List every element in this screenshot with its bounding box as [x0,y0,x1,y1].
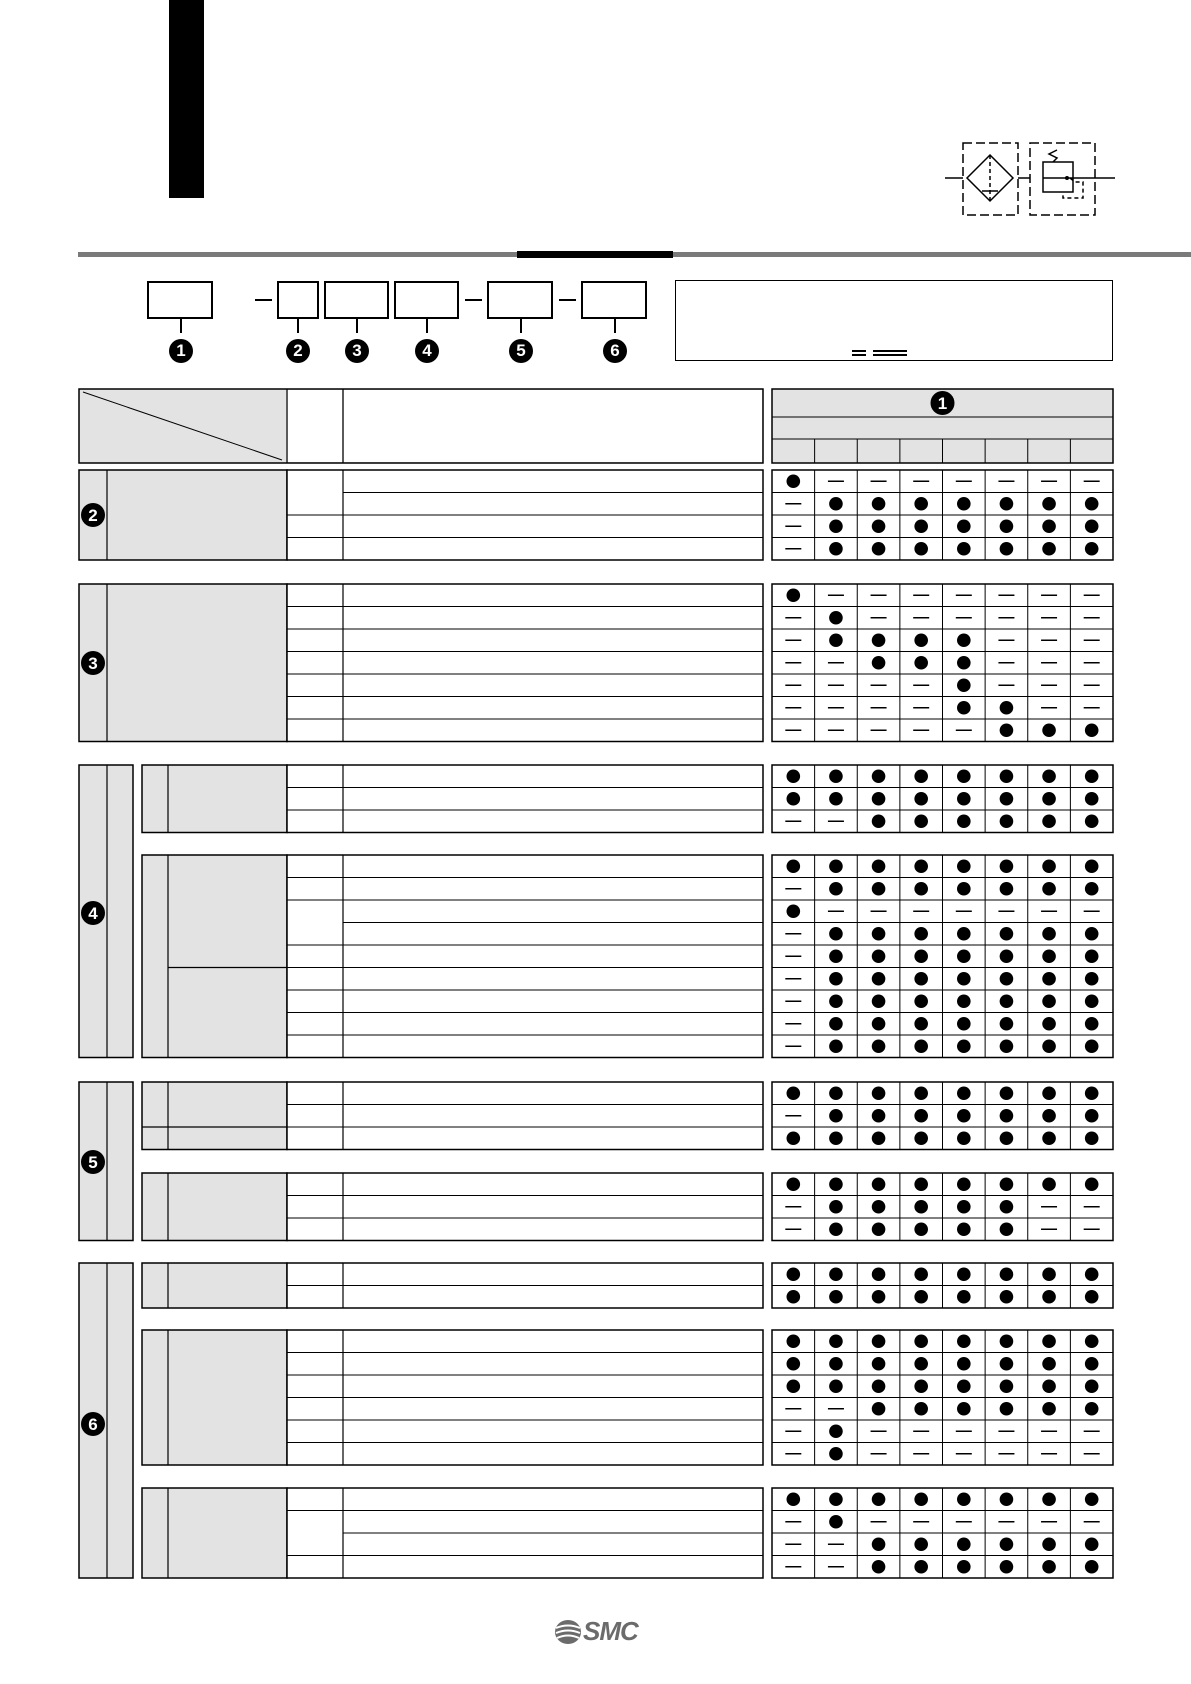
available-dot [1000,994,1014,1008]
available-dot [1042,859,1056,873]
available-dot [1042,519,1056,533]
available-dot [829,1086,843,1100]
available-dot [787,1357,801,1371]
available-dot [957,519,971,533]
code-badge-5: 5 [509,339,533,363]
available-dot [1085,927,1099,941]
available-dot [914,1537,928,1551]
available-dot [914,1357,928,1371]
available-dot [957,1109,971,1123]
available-dot [1042,1537,1056,1551]
available-dot [829,1515,843,1529]
available-dot [914,519,928,533]
available-dot [1000,859,1014,873]
available-dot [1042,1131,1056,1145]
available-dot [914,1177,928,1191]
available-dot [1042,1334,1056,1348]
available-dot [829,1424,843,1438]
available-dot [829,1447,843,1461]
available-dot [829,1290,843,1304]
available-dot [872,769,886,783]
available-dot [914,1492,928,1506]
available-dot [1085,1290,1099,1304]
available-dot [1042,882,1056,896]
available-dot [957,497,971,511]
available-dot [787,1177,801,1191]
available-dot [1000,1357,1014,1371]
available-dot [1085,994,1099,1008]
available-dot [1000,882,1014,896]
available-dot [872,1290,886,1304]
available-dot [829,1039,843,1053]
available-dot [872,882,886,896]
available-dot [1000,1402,1014,1416]
available-dot [957,678,971,692]
available-dot [957,1560,971,1574]
available-dot [1000,814,1014,828]
available-dot [1000,1267,1014,1281]
available-dot [872,1334,886,1348]
available-dot [957,1017,971,1031]
block-label-cell [142,1488,287,1578]
smc-logo-text: SMC [583,1616,638,1646]
available-dot [957,949,971,963]
available-dot [1042,1402,1056,1416]
available-dot [829,1109,843,1123]
available-dot [957,859,971,873]
available-dot [957,814,971,828]
available-dot [1000,701,1014,715]
available-dot [914,927,928,941]
available-dot [872,1560,886,1574]
smc-logo [553,1612,643,1652]
available-dot [1000,519,1014,533]
available-dot [1085,792,1099,806]
available-dot [1085,1131,1099,1145]
available-dot [872,814,886,828]
available-dot [1085,1402,1099,1416]
available-dot [1042,769,1056,783]
available-dot [1000,1222,1014,1236]
available-dot [872,1267,886,1281]
available-dot [1000,1131,1014,1145]
available-dot [914,1086,928,1100]
available-dot [1042,949,1056,963]
available-dot [872,656,886,670]
available-dot [957,1177,971,1191]
available-dot [914,949,928,963]
available-dot [1042,1267,1056,1281]
available-dot [957,972,971,986]
available-dot [872,519,886,533]
available-dot [1000,927,1014,941]
available-dot [1000,1039,1014,1053]
block-desc-cell [287,765,763,833]
available-dot [1085,769,1099,783]
available-dot [787,1267,801,1281]
available-dot [829,1492,843,1506]
available-dot [957,1334,971,1348]
available-dot [914,1290,928,1304]
available-dot [787,904,801,918]
group-badge: 5 [88,1153,98,1172]
available-dot [1000,1086,1014,1100]
available-dot [914,1334,928,1348]
available-dot [829,792,843,806]
available-dot [787,769,801,783]
available-dot [1085,1357,1099,1371]
available-dot [957,1222,971,1236]
block-label-cell [142,1082,287,1150]
available-dot [957,1290,971,1304]
available-dot [829,882,843,896]
available-dot [872,792,886,806]
block-desc-cell [287,855,763,1058]
available-dot [957,792,971,806]
available-dot [829,859,843,873]
available-dot [1000,1560,1014,1574]
available-dot [829,1334,843,1348]
group-badge: 6 [88,1415,98,1434]
available-dot [872,1109,886,1123]
available-dot [1000,792,1014,806]
available-dot [1042,723,1056,737]
available-dot [914,656,928,670]
available-dot [872,1086,886,1100]
available-dot [829,927,843,941]
available-dot [872,859,886,873]
available-dot [1000,1017,1014,1031]
block-label-cell [142,855,287,1058]
header-badge-1: 1 [937,394,948,413]
available-dot [1000,723,1014,737]
available-dot [1085,723,1099,737]
available-dot [1085,1267,1099,1281]
available-dot [914,633,928,647]
available-dot [1042,1560,1056,1574]
available-dot [787,1334,801,1348]
block-label-cell [142,1330,287,1465]
available-dot [914,1402,928,1416]
available-dot [1085,1039,1099,1053]
block-label-cell [142,1263,287,1308]
available-dot [914,792,928,806]
available-dot [787,859,801,873]
available-dot [829,611,843,625]
group-label-cell [79,584,287,742]
available-dot [1000,1537,1014,1551]
available-dot [787,1290,801,1304]
code-badge-2: 2 [286,339,310,363]
available-dot [829,542,843,556]
available-dot [914,1109,928,1123]
available-dot [872,1379,886,1393]
code-badge-6: 6 [603,339,627,363]
code-badge-3: 3 [345,339,369,363]
available-dot [1042,497,1056,511]
available-dot [1042,1290,1056,1304]
available-dot [1000,1334,1014,1348]
available-dot [872,633,886,647]
block-label-cell [142,765,287,833]
available-dot [872,1402,886,1416]
available-dot [1000,1290,1014,1304]
group-badge: 3 [88,654,98,673]
available-dot [829,1357,843,1371]
available-dot [1042,1357,1056,1371]
available-dot [1042,1109,1056,1123]
available-dot [872,1537,886,1551]
available-dot [872,927,886,941]
available-dot [1085,1560,1099,1574]
available-dot [1042,994,1056,1008]
available-dot [872,1222,886,1236]
available-dot [872,994,886,1008]
header-blank-cell [344,390,762,462]
available-dot [829,1200,843,1214]
available-dot [787,474,801,488]
available-dot [829,1131,843,1145]
available-dot [1085,882,1099,896]
available-dot [957,656,971,670]
available-dot [1042,1017,1056,1031]
available-dot [1085,1379,1099,1393]
available-dot [872,949,886,963]
header-blank-cell [288,390,342,462]
available-dot [1085,1177,1099,1191]
smc-logo-mark-icon [553,1617,583,1647]
available-dot [787,588,801,602]
available-dot [1085,519,1099,533]
group-badge: 2 [88,506,98,525]
available-dot [1085,1537,1099,1551]
block-desc-cell [287,1173,763,1241]
available-dot [872,1177,886,1191]
available-dot [872,1492,886,1506]
available-dot [787,1131,801,1145]
available-dot [1042,1492,1056,1506]
available-dot [957,1537,971,1551]
available-dot [957,1379,971,1393]
available-dot [914,972,928,986]
available-dot [829,1222,843,1236]
available-dot [914,769,928,783]
available-dot [787,1492,801,1506]
available-dot [829,1379,843,1393]
available-dot [872,1039,886,1053]
available-dot [1085,949,1099,963]
available-dot [914,1131,928,1145]
available-dot [957,1402,971,1416]
available-dot [914,1267,928,1281]
available-dot [914,1379,928,1393]
available-dot [1085,497,1099,511]
available-dot [1000,1109,1014,1123]
available-dot [1085,859,1099,873]
available-dot [914,542,928,556]
available-dot [1000,1379,1014,1393]
available-dot [1085,1492,1099,1506]
available-dot [914,1222,928,1236]
available-dot [787,1379,801,1393]
available-dot [957,1357,971,1371]
available-dot [1085,1086,1099,1100]
available-dot [957,1086,971,1100]
available-dot [872,1357,886,1371]
available-dot [829,949,843,963]
available-dot [787,1086,801,1100]
available-dot [914,859,928,873]
available-dot [872,1131,886,1145]
block-desc-cell [287,1082,763,1150]
available-dot [914,497,928,511]
available-dot [1085,972,1099,986]
group-label-cell [79,470,287,560]
available-dot [1000,769,1014,783]
available-dot [872,542,886,556]
available-dot [829,1177,843,1191]
available-dot [787,792,801,806]
available-dot [1085,1109,1099,1123]
available-dot [872,497,886,511]
available-dot [957,769,971,783]
available-dot [829,519,843,533]
available-dot [829,497,843,511]
available-dot [914,1560,928,1574]
available-dot [914,994,928,1008]
available-dot [1085,1334,1099,1348]
available-dot [914,1039,928,1053]
available-dot [957,633,971,647]
available-dot [1085,542,1099,556]
available-dot [957,927,971,941]
available-dot [829,1017,843,1031]
available-dot [1000,949,1014,963]
block-label-cell [142,1173,287,1241]
block-desc-cell [287,584,763,742]
available-dot [1042,814,1056,828]
available-dot [957,542,971,556]
available-dot [829,1267,843,1281]
available-dot [872,1200,886,1214]
available-dot [1000,1200,1014,1214]
available-dot [1000,1492,1014,1506]
available-dot [872,1017,886,1031]
available-dot [829,994,843,1008]
available-dot [914,1200,928,1214]
available-dot [1042,1177,1056,1191]
code-badge-1: 1 [169,339,193,363]
available-dot [1042,1379,1056,1393]
available-dot [872,972,886,986]
available-dot [957,1200,971,1214]
available-dot [1042,792,1056,806]
code-badge-4: 4 [415,339,439,363]
available-dot [1000,497,1014,511]
available-dot [1042,1086,1056,1100]
available-dot [1042,972,1056,986]
available-dot [957,994,971,1008]
available-dot [1000,972,1014,986]
available-dot [829,972,843,986]
available-dot [914,882,928,896]
available-dot [957,1039,971,1053]
available-dot [1085,1017,1099,1031]
available-dot [1085,814,1099,828]
available-dot [829,769,843,783]
available-dot [914,1017,928,1031]
available-dot [1042,927,1056,941]
group-badge: 4 [88,904,98,923]
available-dot [957,1492,971,1506]
available-dot [957,1267,971,1281]
available-dot [1042,1039,1056,1053]
available-dot [914,814,928,828]
available-dot [957,1131,971,1145]
available-dot [957,882,971,896]
available-dot [829,633,843,647]
available-dot [1042,542,1056,556]
available-dot [1000,1177,1014,1191]
available-dot [957,701,971,715]
available-dot [1000,542,1014,556]
